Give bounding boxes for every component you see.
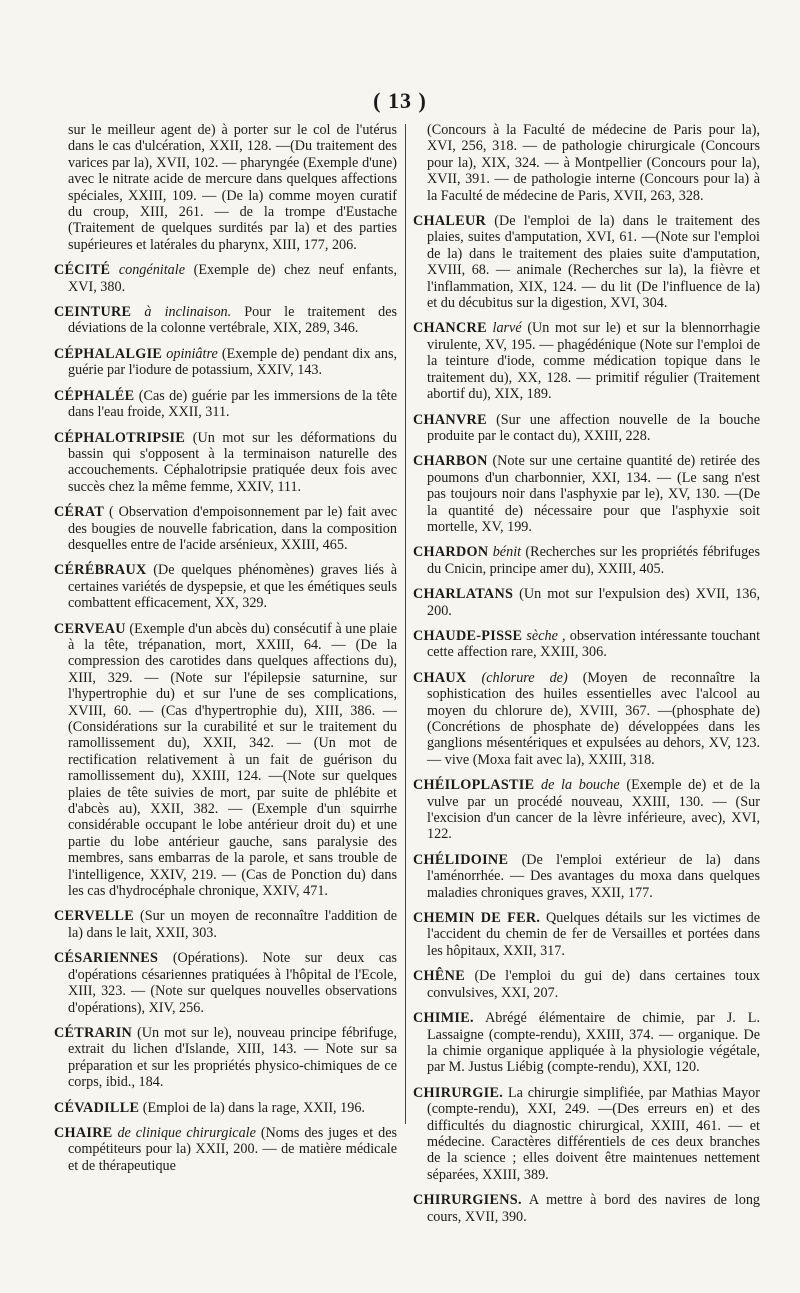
index-entry xyxy=(413,852,760,901)
entry-text: (Moyen de reconnaître la sophistication des huiles essentielles avec l'alcool au moyen du chlorure de), XVIII, 367. —(phosphate de) (Concrétions de phosphate de) développées dans les ganglions mésentériques et expulsées au dehors, XV, 123. — vive (Moxa fait avec la), XXIII, 318. xyxy=(427,669,761,768)
entry-text: (De l'emploi du gui de) dans certaines toux convulsives, XXI, 207. xyxy=(427,968,761,1001)
entry-text: (Concours à la Faculté de médecine de Paris pour la), XVI, 256, 318. — de pathologie chirurgicale (Concours pour la), XIX, 324. — à Montpellier (Concours pour la), XVII, 391. — de pathologie interne (Concours pour la) à la Faculté de médecine de Paris, XVII, 263, 328. xyxy=(427,122,760,204)
entry-headword: CÉRAT xyxy=(54,504,105,521)
entry-text: Quelques détails sur les victimes de l'accident du chemin de fer de Versailles et portées dans les hôpitaux, XXII, 317. xyxy=(427,910,761,959)
entry-text: (De l'emploi de la) dans le traitement des plaies, suites d'amputation, XVI, 61. —(Note sur l'emploi de la) dans le traitement des plaies suite d'amputation, XVIII, 68. — animale (Recherches sur la), la fièvre et l'inflammation, XIX, 124. — du lit (De l'influence de la) et du décubitus sur la digestion, XVI, 304. xyxy=(427,213,760,312)
entry-headword: CÉTRARIN xyxy=(54,1024,133,1041)
entry-headword: CÉSARIENNES xyxy=(54,950,159,967)
entry-text: La chirurgie simplifiée, par Mathias Mayor (compte-rendu), XXI, 249. —(Des erreurs en) et des difficultés du diagnostic chirurgical, XXIII, 461. — et médecine. Caractères différentiels de ces deux branches de la science ; elles doivent être maintenues nettement séparées, XXIII, 389. xyxy=(427,1084,760,1183)
entry-headword: CERVELLE xyxy=(54,908,134,925)
index-entry xyxy=(413,910,760,959)
entry-qualifier: opiniâtre xyxy=(166,345,218,362)
entry-text: (Recherches sur les propriétés fébrifuges du Cnicin, principe amer du), XXIII, 405. xyxy=(427,544,760,577)
index-entry xyxy=(413,1192,760,1225)
entry-text: (Exemple de) et de la vulve par un procédé nouveau, XXIII, 130. — (Sur l'excision d'un cancer de la lèvre inférieure, avec), XVI, 122. xyxy=(427,777,761,843)
entry-text: (Un mot sur le), nouveau principe fébrifuge, extrait du lichen d'Islande, XIII, 143. — Note sur sa préparation et sur les propriétés physico-chimiques de ce corps, ibid., 184. xyxy=(68,1024,397,1091)
entry-qualifier: bénit xyxy=(492,544,522,561)
entry-text: (Note sur une certaine quantité de) retirée des poumons d'un charbonnier, XXI, 134. — (Le sang n'est pas toujours noir dans l'asphyxie par le), XV, 130. —(De la quantité de) nécessaire pour que l'asphyxie soit mortelle, XV, 199. xyxy=(427,453,760,535)
index-entry xyxy=(413,544,760,577)
entry-headword: CEINTURE xyxy=(54,304,132,321)
index-entry xyxy=(413,670,760,768)
index-entry xyxy=(413,1010,760,1076)
entry-headword: CHAIRE xyxy=(54,1124,113,1141)
entry-headword: CÉCITÉ xyxy=(54,262,111,279)
entry-headword: CHARDON xyxy=(413,544,489,561)
entry-text: , observation intéressante touchant cette affection rare, XXIII, 306. xyxy=(427,627,761,661)
entry-qualifier: (chlorure de) xyxy=(481,669,568,686)
entry-headword: CHANVRE xyxy=(413,411,487,428)
entry-headword: CHALEUR xyxy=(413,213,487,230)
entry-text: A mettre à bord des navires de long cours, XVII, 390. xyxy=(427,1192,761,1225)
index-entry xyxy=(54,388,397,421)
left-column xyxy=(54,122,397,1183)
entry-headword: CÉPHALÉE xyxy=(54,387,135,404)
index-entry xyxy=(413,213,760,311)
entry-headword: CÉPHALOTRIPSIE xyxy=(54,429,186,446)
entry-text: ( Observation d'empoisonnement par le) fait avec des bougies de nouvelle fabrication, dans la composition desquelles entre de l'acide arsénieux, XXIII, 465. xyxy=(68,504,398,553)
index-entry xyxy=(413,412,760,445)
entry-qualifier: larvé xyxy=(492,320,522,337)
index-entry xyxy=(54,950,397,1016)
entry-headword: CÉRÉBRAUX xyxy=(54,562,147,579)
right-column xyxy=(413,122,760,1234)
entry-text: sur le meilleur agent de) à porter sur le col de l'utérus dans le cas d'ulcération, XXII, 128. —(Du traitement des varices par la), XVII, 102. — pharyngée (Exemple d'une) avec le nitrate acide de mercure dans quelques affections spéciales, XXIII, 109. — (De la) comme moyen curatif du croup, XIII, 261. — de la trompe d'Eustache (Traitement de quelques surdités par la) et des parties supérieures et latérales du pharynx, XIII, 177, 206. xyxy=(68,122,397,253)
entry-text: (Opérations). Note sur deux cas d'opérations césariennes pratiquées à l'hôpital de l'Ecole, XIII, 323. — (Note sur quelques nouvelles observations d'opérations), XIV, 256. xyxy=(68,950,398,1016)
entry-headword: CÉPHALALGIE xyxy=(54,345,163,362)
index-entry xyxy=(54,304,397,337)
entry-qualifier: de la bouche xyxy=(541,777,620,794)
entry-headword: CHEMIN DE FER. xyxy=(413,910,541,927)
entry-text: Pour le traitement des déviations de la colonne vertébrale, XIX, 289, 346. xyxy=(68,304,398,337)
index-entry xyxy=(413,320,760,402)
index-entry xyxy=(54,621,397,900)
entry-headword: CHIRURGIE. xyxy=(413,1084,504,1101)
entry-qualifier: de clinique chirurgicale xyxy=(117,1124,256,1141)
entry-qualifier: congénitale xyxy=(118,262,185,279)
entry-qualifier: sèche xyxy=(526,627,558,644)
entry-text: (Sur un moyen de reconnaître l'addition de la) dans le lait, XXII, 303. xyxy=(68,908,397,941)
index-entry xyxy=(413,122,760,204)
index-entry xyxy=(413,1085,760,1183)
entry-headword: CHANCRE xyxy=(413,320,487,337)
index-entry xyxy=(54,1125,397,1174)
entry-text: (Sur une affection nouvelle de la bouche produite par le contact du), XXIII, 228. xyxy=(427,411,760,444)
entry-text: (Exemple de) chez neuf enfants, XVI, 380. xyxy=(68,262,398,295)
entry-headword: CHIMIE. xyxy=(413,1010,474,1027)
entry-headword: CHARLATANS xyxy=(413,586,514,603)
entry-text: (De quelques phénomènes) graves liés à certaines variétés de dyspepsie, et que les émétiques seuls combattent efficacement, XX, 329. xyxy=(68,562,398,612)
entry-headword: CHÉILOPLASTIE xyxy=(413,777,535,794)
entry-headword: CHÉLIDOINE xyxy=(413,851,509,868)
entry-text: (Un mot sur l'expulsion des) XVII, 136, 200. xyxy=(427,586,760,619)
index-entry xyxy=(413,453,760,535)
entry-text: (De l'emploi extérieur de la) dans l'aménorrhée. — Des avantages du moxa dans quelques maladies chroniques graves, XXII, 177. xyxy=(427,851,761,901)
index-entry xyxy=(54,562,397,611)
entry-headword: CHARBON xyxy=(413,453,488,470)
page-number: ( 13 ) xyxy=(373,88,427,113)
index-entry xyxy=(413,628,760,661)
entry-headword: CERVEAU xyxy=(54,620,126,637)
entry-text: (Un mot sur les déformations du bassin qui s'opposent à la terminaison naturelle des accouchements. Céphalotripsie pratiquée deux fois avec succès chez la même femme, XXIV, 111. xyxy=(68,429,398,495)
index-entry xyxy=(54,504,397,553)
entry-text: (Exemple d'un abcès du) consécutif à une plaie à la tête, trépanation, mort, XXIII, 64. — (De la compression des carotides dans quelques affections du), XIII, 329. — (Note sur l'épilepsie saturnine, sur l'hypertrophie du) et sur l'une de ses complications, XVIII, 60. — (Cas d'hypertrophie du), XIII, 386. — (Considérations sur la curabilité et sur le traitement du ramollissement du), XXII, 342. — (Un mot de rectification relativement à un fait de guérison du ramollissement du), XXIII, 124. —(Note sur quelques plaies de tête suivies de mort, par suite de phlébite et d'abcès au), XXII, 382. — (Exemple d'un squirrhe considérable occupant le lobe antérieur droit du) et une partie du lobe antérieur gauche, sans paralysie des membres, sans embarras de la parole, et sans trouble de l'intelligence, XXIV, 219. — (Cas de Ponction du) dans les cas d'hydrocéphale chronique, XXIV, 471. xyxy=(68,620,398,900)
index-entry xyxy=(413,777,760,843)
entry-text: (Un mot sur le) et sur la blennorrhagie virulente, XV, 195. — phagédénique (Note sur l'emploi de la teinture d'iode, comme médication topique dans le traitement du), XX, 128. — primitif régulier (Traitement abortif du), XIX, 189. xyxy=(427,320,761,403)
index-entry xyxy=(54,1025,397,1091)
entry-text: (Cas de) guérie par les immersions de la tête dans l'eau froide, XXII, 311. xyxy=(68,387,397,421)
entry-headword: CHAUDE-PISSE xyxy=(413,627,523,644)
entry-text: Abrégé élémentaire de chimie, par J. L. Lassaigne (compte-rendu), XXIII, 374. — organique. De la chimie organique appliquée à la physiologie végétale, par M. Justus Liébig (compte-rendu), XXI, 120. xyxy=(427,1010,761,1076)
index-entry xyxy=(413,586,760,619)
entry-text: (Exemple de) pendant dix ans, guérie par l'iodure de potassium, XXIV, 143. xyxy=(68,345,398,379)
index-entry xyxy=(54,908,397,941)
entry-headword: CHÊNE xyxy=(413,968,465,985)
entry-headword: CHAUX xyxy=(413,669,467,686)
index-entry xyxy=(54,122,397,253)
index-entry xyxy=(54,430,397,496)
entry-text: (Emploi de la) dans la rage, XXII, 196. xyxy=(142,1099,365,1116)
column-divider xyxy=(405,124,406,1124)
index-entry xyxy=(413,968,760,1001)
index-entry xyxy=(54,262,397,295)
entry-text: (Noms des juges et des compétiteurs pour la) XXII, 200. — de matière médicale et de thérapeutique xyxy=(68,1124,398,1174)
entry-headword: CHIRURGIENS. xyxy=(413,1192,522,1209)
index-entry xyxy=(54,346,397,379)
entry-qualifier: à inclinaison. xyxy=(144,304,232,321)
index-entry xyxy=(54,1100,397,1116)
entry-headword: CÉVADILLE xyxy=(54,1099,140,1116)
